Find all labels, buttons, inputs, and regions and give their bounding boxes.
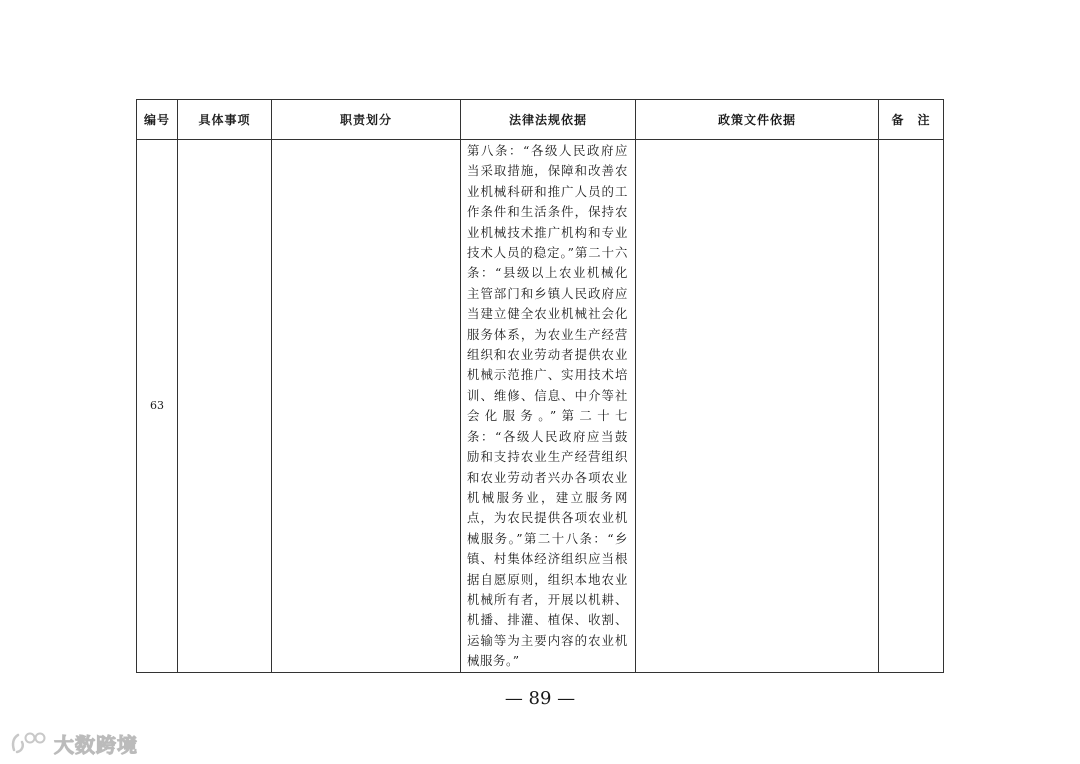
header-remarks: 备 注 bbox=[879, 100, 944, 140]
header-law: 法律法规依据 bbox=[461, 100, 636, 140]
table-row bbox=[137, 140, 944, 673]
row-law-text: 第八条：“各级人民政府应当采取措施，保障和改善农业机械科研和推广人员的工作条件和生活条件，保持农业机械技术推广机构和专业技术人员的稳定。”第二十六条：“县级以上农业机械化主管部门和乡镇人民政府应当建立健全农业机械社会化服务体系，为农业生产经营组织和农业劳动者提供农业机械示范推广、实用技术培训、维修、信息、中介等社会化服务。”第二十七条：“各级人民政府应当鼓励和支持农业生产经营组织和农业劳动者兴办各项农业机械服务业，建立服务网点，为农民提供各项农业机械服务。”第二十八条：“乡镇、村集体经济组织应当根据自愿原则，组织本地农业机械所有者，开展以机耕、机播、排灌、植保、收割、运输等为主要内容的农业机械服务。” bbox=[467, 143, 628, 669]
table-header-row bbox=[137, 100, 944, 140]
row-number: 63 bbox=[137, 140, 178, 673]
watermark bbox=[10, 728, 138, 758]
header-number: 编号 bbox=[137, 100, 178, 140]
header-duty: 职责划分 bbox=[272, 100, 461, 140]
header-policy: 政策文件依据 bbox=[636, 100, 879, 140]
row-remarks bbox=[879, 140, 944, 673]
document-table bbox=[136, 99, 944, 673]
watermark-text: 大数跨境 bbox=[54, 732, 138, 757]
wechat-brand-logo-icon bbox=[10, 730, 50, 756]
row-item bbox=[178, 140, 272, 673]
row-duty bbox=[272, 140, 461, 673]
header-item: 具体事项 bbox=[178, 100, 272, 140]
row-policy bbox=[636, 140, 879, 673]
page-number: — 89 — bbox=[504, 688, 576, 709]
row-law-cell bbox=[461, 140, 636, 673]
